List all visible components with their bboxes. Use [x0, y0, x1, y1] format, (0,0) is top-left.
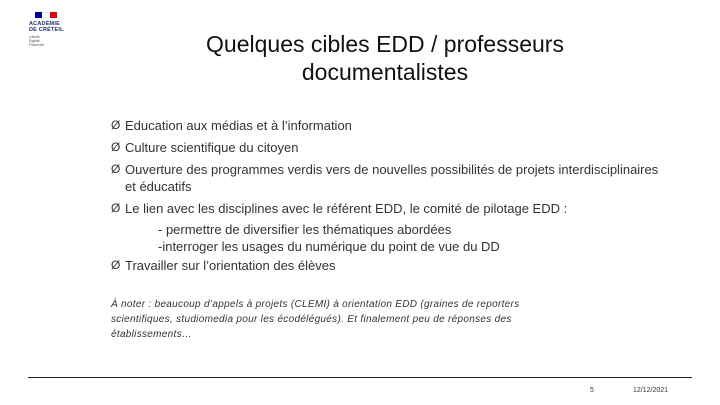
sub-item: -interroger les usages du numérique du point de vue du DD — [158, 239, 500, 254]
sub-list — [111, 221, 671, 255]
footer-divider — [28, 377, 692, 378]
bullet-item — [111, 257, 671, 274]
bullet-text: Travailler sur l’orientation des élèves — [125, 258, 336, 273]
republic-flag-icon — [35, 12, 57, 18]
logo-line-1: ACADÉMIE — [29, 21, 60, 27]
bullet-item — [111, 161, 671, 195]
bullet-text: Culture scientifique du citoyen — [125, 140, 299, 155]
footer-date: 12/12/2021 — [633, 387, 669, 394]
arrow-bullet-icon: Ø — [111, 201, 121, 215]
slide-title: Quelques cibles EDD / professeurs documentalistes — [206, 31, 564, 85]
bullet-item — [111, 139, 671, 156]
page-number: 5 — [590, 387, 594, 394]
bullet-item — [111, 200, 671, 217]
sub-item: - permettre de diversifier les thématiques abordées — [158, 222, 452, 237]
arrow-bullet-icon: Ø — [111, 118, 121, 132]
arrow-bullet-icon: Ø — [111, 258, 121, 272]
logo-line-2: DE CRÉTEIL — [29, 27, 64, 33]
bullet-text: Education aux médias et à l’information — [125, 118, 352, 133]
arrow-bullet-icon: Ø — [111, 140, 121, 154]
academie-logo — [26, 12, 66, 50]
bullet-item — [111, 117, 671, 134]
bullet-text: Ouverture des programmes verdis vers de nouvelles possibilités de projets interdisciplinaires et éducatifs — [125, 162, 659, 194]
arrow-bullet-icon: Ø — [111, 162, 121, 176]
bullet-text: Le lien avec les disciplines avec le référent EDD, le comité de pilotage EDD : — [125, 201, 568, 216]
logo-motto: Liberté Égalité Fraternité — [29, 35, 44, 47]
note-text: À noter : beaucoup d’appels à projets (CLEMI) à orientation EDD (graines de reporters scientifiques, studiomedia pour les écodélégués). Et finalement peu de réponses des établissements… — [111, 299, 520, 340]
bullet-list — [111, 117, 671, 279]
